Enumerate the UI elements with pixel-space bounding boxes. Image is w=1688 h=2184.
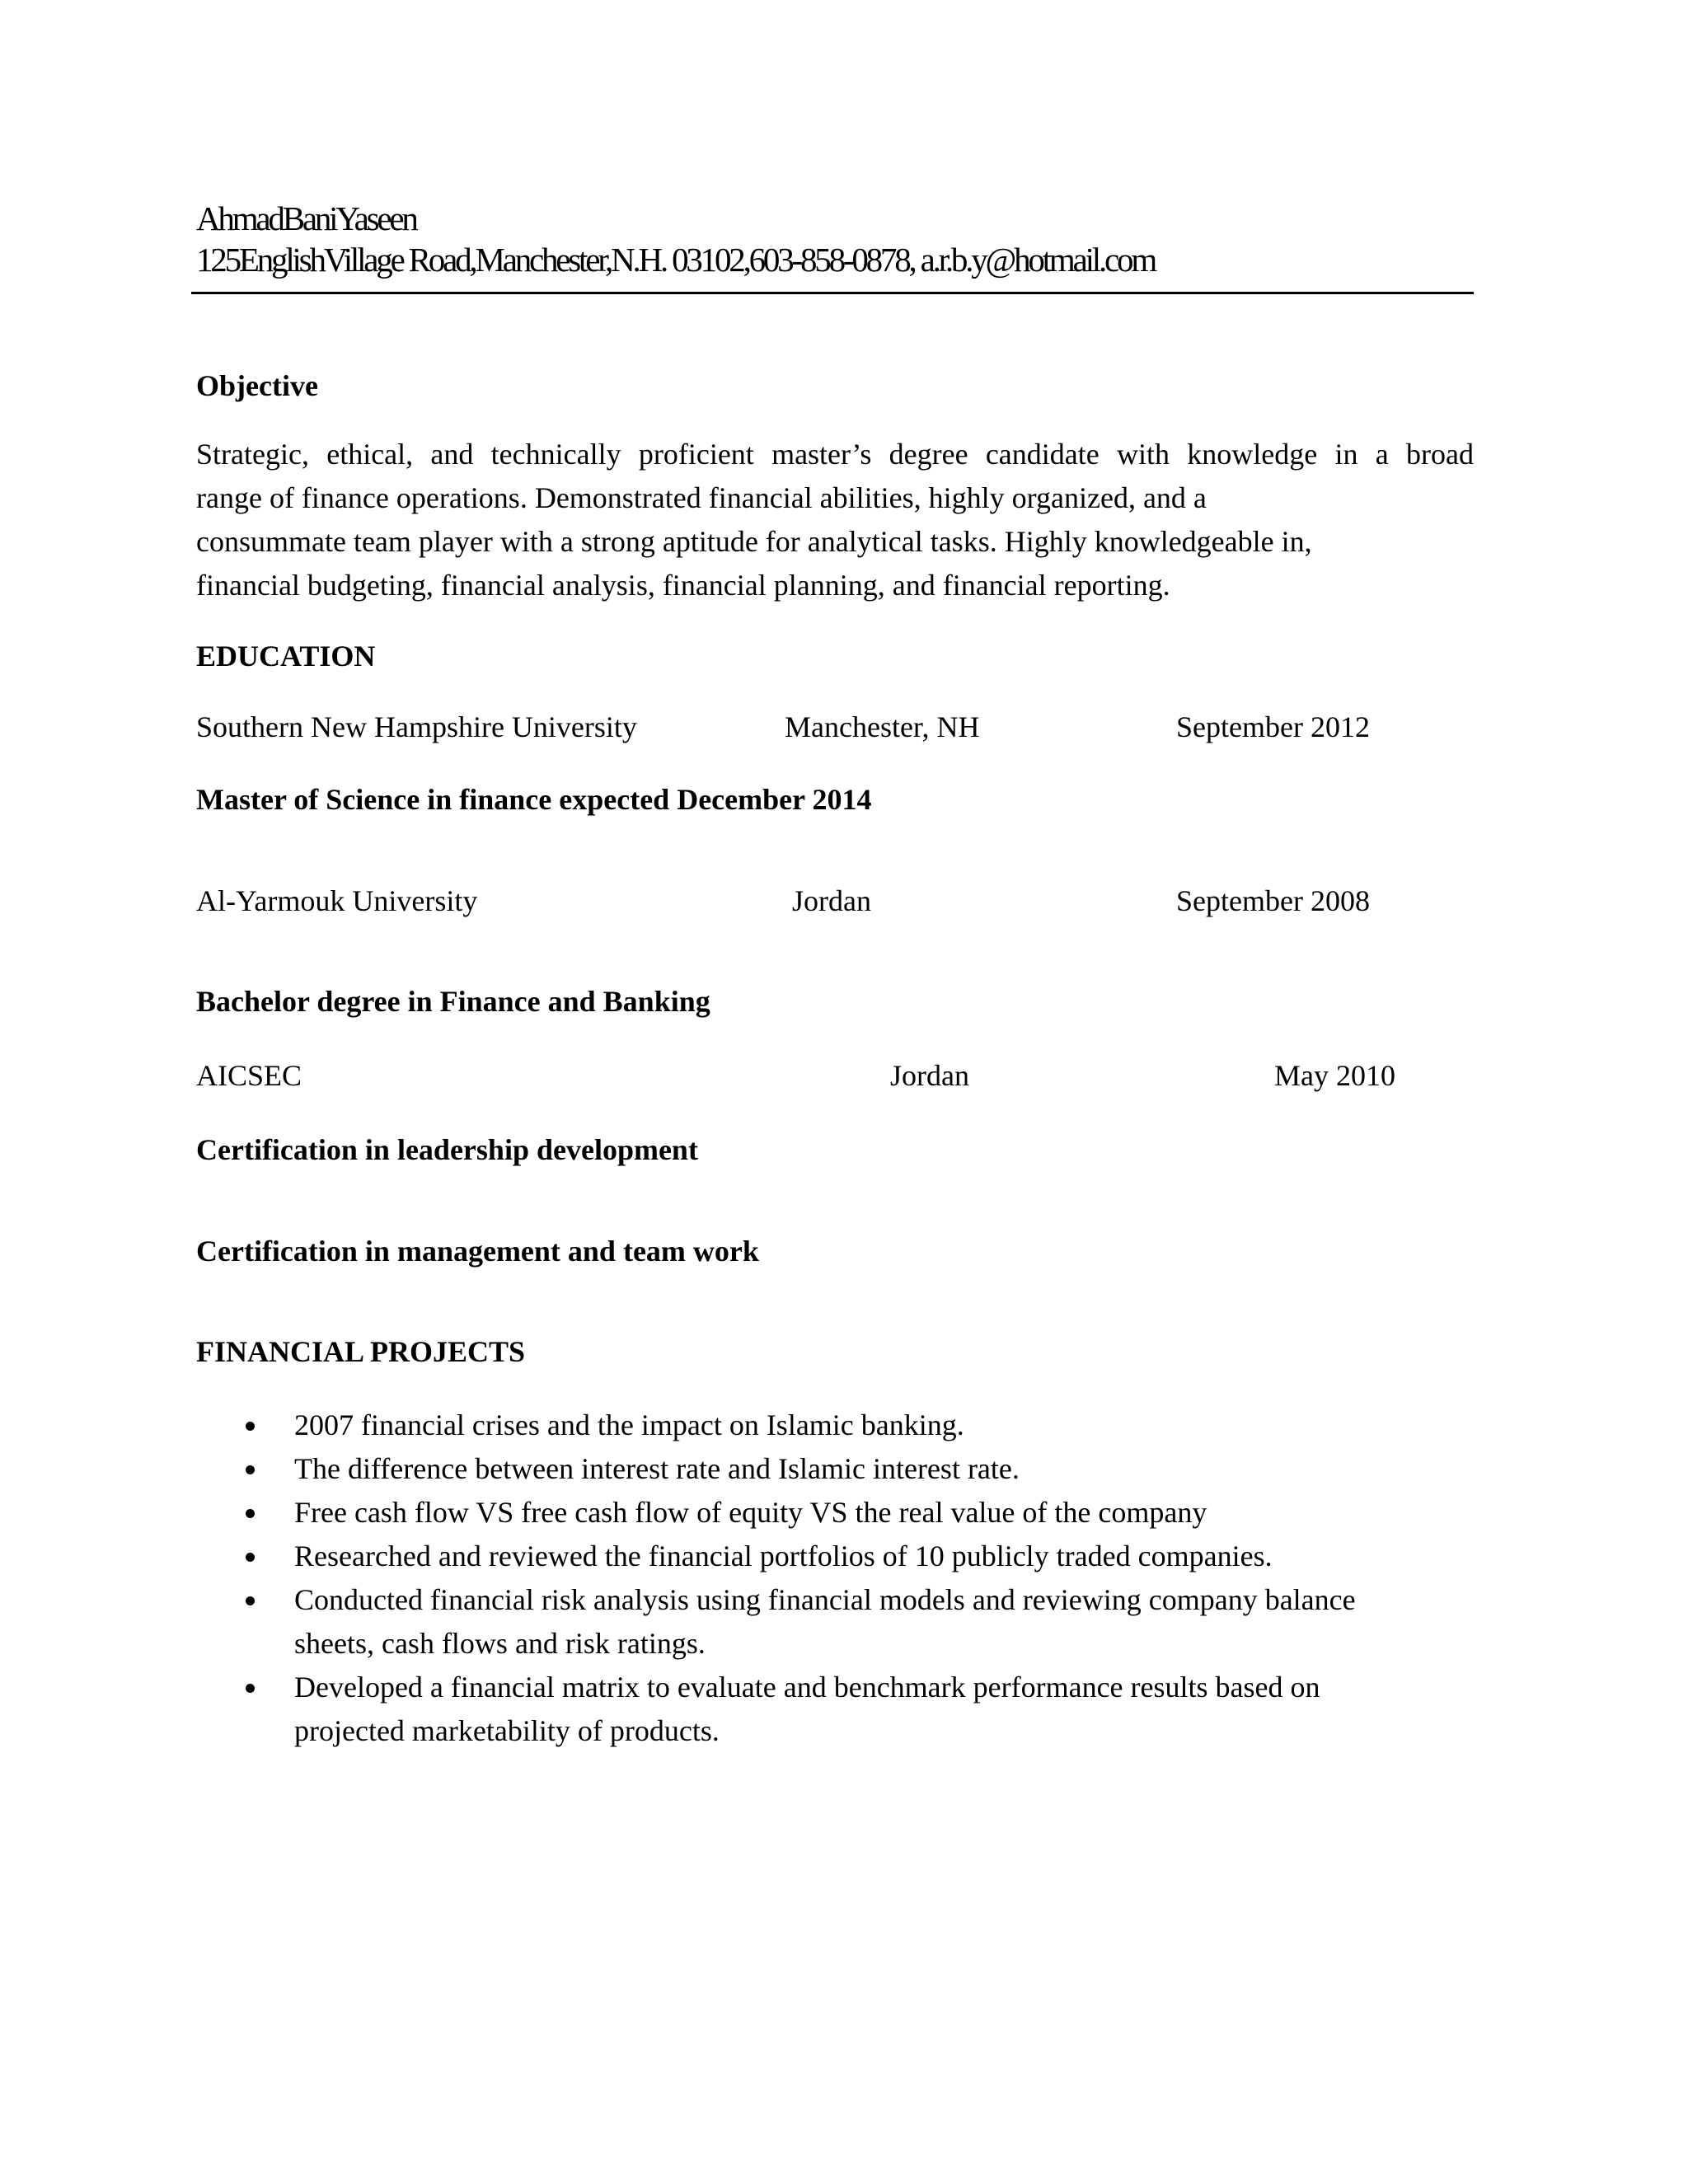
degree-title: Master of Science in finance expected December 2014 bbox=[196, 783, 872, 816]
bullet-icon bbox=[246, 1509, 255, 1518]
school-name: Southern New Hampshire University bbox=[196, 710, 637, 743]
objective-line: Strategic, ethical, and technically proficient master’s degree candidate with knowledge in a broad bbox=[196, 438, 1474, 471]
school-date: September 2012 bbox=[1176, 710, 1370, 743]
list-item bbox=[196, 1578, 1482, 1666]
objective-line: range of finance operations. Demonstrated financial abilities, highly organized, and a bbox=[196, 481, 1207, 514]
header-divider bbox=[191, 292, 1474, 294]
list-item-text: Conducted financial risk analysis using financial models and reviewing company balance bbox=[294, 1583, 1356, 1616]
objective-paragraph bbox=[196, 433, 1474, 607]
list-item-text: The difference between interest rate and Islamic interest rate. bbox=[294, 1452, 1020, 1485]
school-date: May 2010 bbox=[1274, 1059, 1395, 1092]
projects-list bbox=[196, 1404, 1482, 1753]
list-item bbox=[196, 1535, 1482, 1578]
list-item bbox=[196, 1491, 1482, 1535]
list-item-text: Free cash flow VS free cash flow of equity VS the real value of the company bbox=[294, 1496, 1207, 1529]
bullet-icon bbox=[246, 1422, 255, 1431]
list-item-text: sheets, cash flows and risk ratings. bbox=[294, 1627, 706, 1660]
objective-heading: Objective bbox=[196, 369, 318, 402]
degree-title: Bachelor degree in Finance and Banking bbox=[196, 985, 710, 1018]
list-item-text: Researched and reviewed the financial portfolios of 10 publicly traded companies. bbox=[294, 1540, 1273, 1572]
education-heading: EDUCATION bbox=[196, 640, 376, 673]
list-item-text: projected marketability of products. bbox=[294, 1714, 720, 1747]
bullet-icon bbox=[246, 1596, 255, 1605]
projects-heading: FINANCIAL PROJECTS bbox=[196, 1335, 526, 1368]
applicant-name: AhmadBaniYaseen bbox=[196, 199, 416, 237]
objective-line: consummate team player with a strong aptitude for analytical tasks. Highly knowledgeable in, bbox=[196, 525, 1312, 558]
school-location: Jordan bbox=[890, 1059, 969, 1092]
school-name: Al-Yarmouk University bbox=[196, 884, 478, 917]
list-item bbox=[196, 1666, 1482, 1753]
contact-line: 125EnglishVillage Road,Manchester,N.H. 03102,603-858-0878, a.r.b.y@hotmail.com bbox=[196, 241, 1156, 279]
school-date: September 2008 bbox=[1176, 884, 1370, 917]
list-item bbox=[196, 1447, 1482, 1491]
school-name: AICSEC bbox=[196, 1059, 302, 1092]
school-location: Jordan bbox=[792, 884, 871, 917]
certification-title: Certification in leadership development bbox=[196, 1133, 698, 1166]
bullet-icon bbox=[246, 1553, 255, 1562]
bullet-icon bbox=[246, 1465, 255, 1474]
bullet-icon bbox=[246, 1684, 255, 1693]
list-item bbox=[196, 1404, 1482, 1447]
certification-title: Certification in management and team work bbox=[196, 1235, 759, 1268]
list-item-text: Developed a financial matrix to evaluate and benchmark performance results based on bbox=[294, 1671, 1320, 1704]
objective-line: financial budgeting, financial analysis, financial planning, and financial reporting. bbox=[196, 569, 1170, 602]
school-location: Manchester, NH bbox=[785, 710, 980, 743]
list-item-text: 2007 financial crises and the impact on Islamic banking. bbox=[294, 1408, 964, 1441]
